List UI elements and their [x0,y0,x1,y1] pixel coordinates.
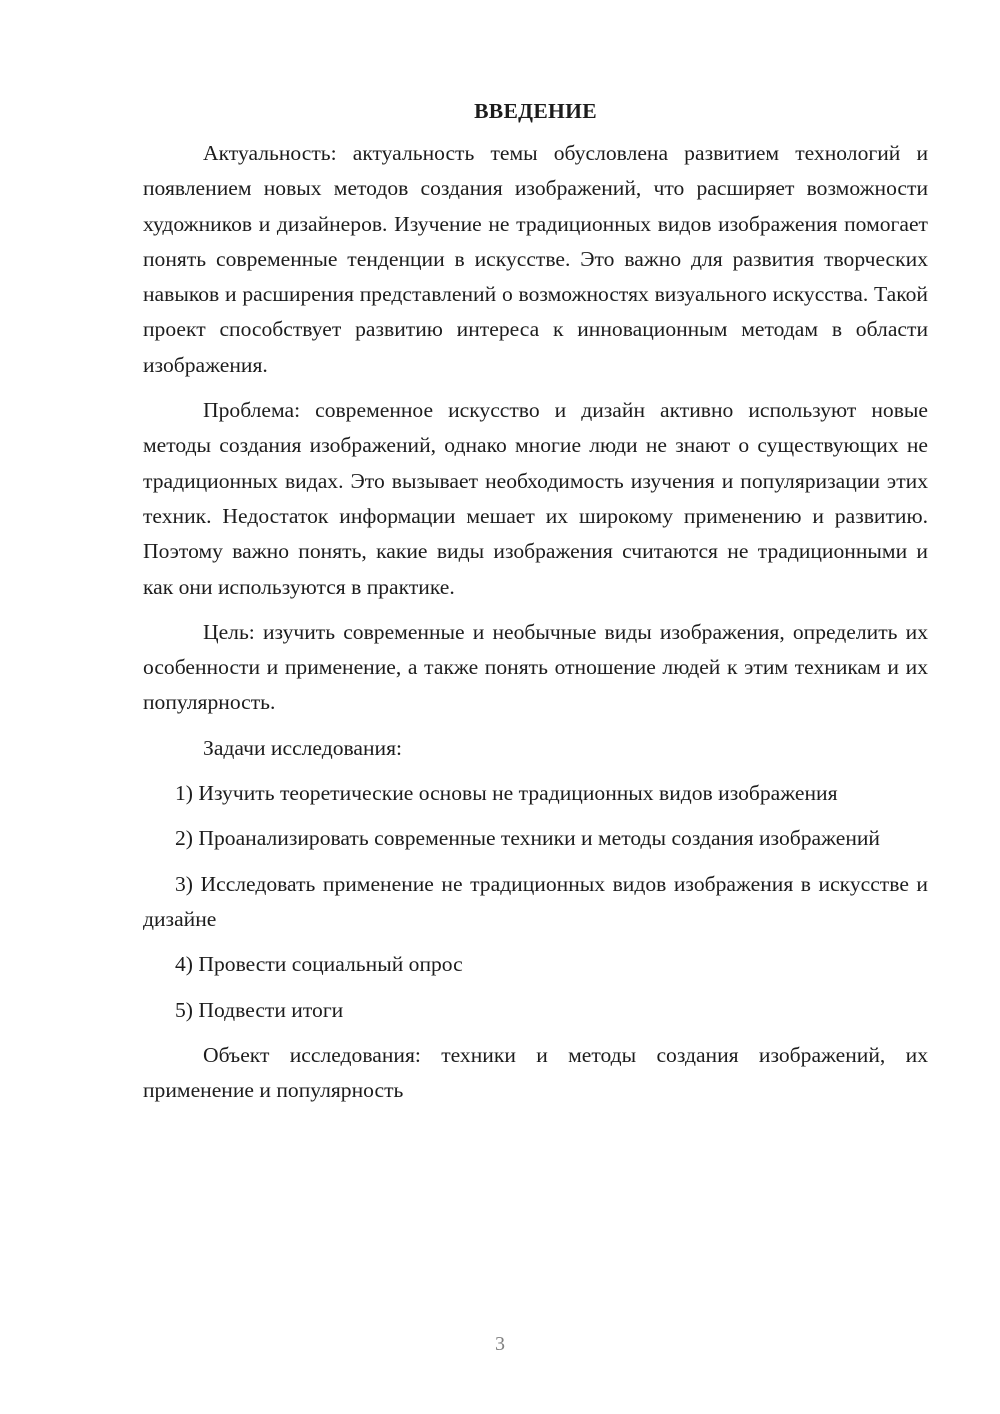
paragraph-object: Объект исследования: техники и методы создания изображений, их применение и популярность [143,1042,928,1103]
page-title: ВВЕДЕНИЕ [474,99,597,123]
task-item-2: 2) Проанализировать современные техники и методы создания изображений [175,826,880,851]
tasks-heading: Задачи исследования: [203,735,403,760]
task-item-4: 4) Провести социальный опрос [175,952,463,977]
task-item-5: 5) Подвести итоги [175,997,344,1022]
document-page [143,92,928,1118]
paragraph-relevance: Актуальность: актуальность темы обусловлена развитием технологий и появлением новых методов создания изображений, что расширяет возможности художников и дизайнеров. Изучение не традиционных видов изображения помогает понять современные тенденции в искусстве. Это важно для развития творческих навыков и расширения представлений о возможностях визуального искусства. Такой проект способствует развитию интереса к инновационным методам в области изображения. [143,141,928,377]
task-item-1: 1) Изучить теоретические основы не традиционных видов изображения [175,781,838,806]
paragraph-problem: Проблема: современное искусство и дизайн активно используют новые методы создания изображений, однако многие люди не знают о существующих не традиционных видах. Это вызывает необходимость изучения и популяризации этих техник. Недостаток информации мешает их широкому применению и развитию. Поэтому важно понять, какие виды изображения считаются не традиционными и как они используются в практике. [143,398,928,599]
paragraph-goal: Цель: изучить современные и необычные виды изображения, определить их особенности и применение, а также понять отношение людей к этим техникам и их популярность. [143,619,928,715]
page-number: 3 [495,1333,505,1355]
task-item-3: 3) Исследовать применение не традиционных видов изображения в искусстве и дизайне [143,871,928,931]
